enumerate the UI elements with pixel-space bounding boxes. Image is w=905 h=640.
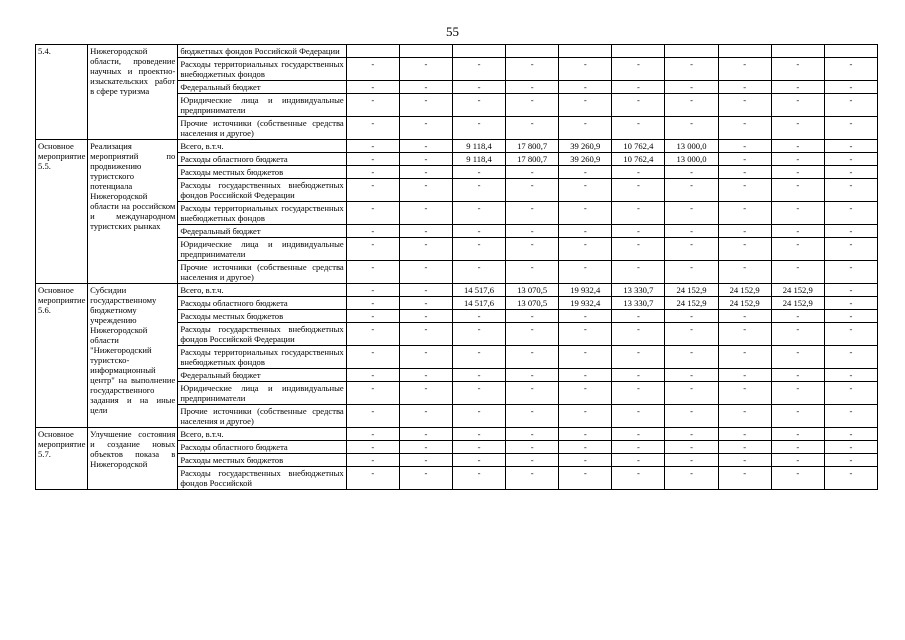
funding-value: -	[506, 405, 559, 428]
funding-value: -	[559, 58, 612, 81]
funding-value: -	[452, 94, 505, 117]
funding-value: -	[718, 153, 771, 166]
funding-value: -	[824, 117, 877, 140]
funding-source: Расходы местных бюджетов	[178, 310, 346, 323]
funding-source: Прочие источники (собственные средства населения и другое)	[178, 261, 346, 284]
funding-value: -	[399, 238, 452, 261]
funding-value: -	[559, 310, 612, 323]
funding-source: Расходы государственных внебюджетных фондов Российской Федерации	[178, 323, 346, 346]
funding-value: -	[399, 179, 452, 202]
funding-value: -	[665, 117, 718, 140]
funding-value: -	[665, 382, 718, 405]
funding-value: -	[771, 382, 824, 405]
funding-value: -	[665, 58, 718, 81]
funding-value: -	[824, 454, 877, 467]
funding-source: Юридические лица и индивидуальные предприниматели	[178, 382, 346, 405]
funding-value: -	[824, 238, 877, 261]
funding-value: -	[559, 454, 612, 467]
activity-name: Субсидии государственному бюджетному учреждению Нижегородской области "Нижегородский туристско-информационный центр" на выполнение государственного задания и на иные цели	[88, 284, 178, 428]
funding-value: -	[612, 94, 665, 117]
funding-value: -	[559, 238, 612, 261]
funding-value: -	[346, 297, 399, 310]
funding-value: -	[399, 441, 452, 454]
funding-value: -	[824, 297, 877, 310]
funding-value: -	[346, 140, 399, 153]
funding-value: -	[824, 310, 877, 323]
funding-value: -	[824, 467, 877, 490]
funding-value: -	[718, 261, 771, 284]
funding-value: -	[452, 405, 505, 428]
funding-value: 39 260,9	[559, 140, 612, 153]
funding-value: -	[399, 405, 452, 428]
funding-value: -	[559, 261, 612, 284]
funding-value: -	[452, 323, 505, 346]
funding-value: -	[771, 166, 824, 179]
funding-value	[718, 45, 771, 58]
funding-value: -	[346, 405, 399, 428]
table-body	[36, 45, 878, 490]
funding-value: 24 152,9	[771, 297, 824, 310]
funding-value: -	[452, 454, 505, 467]
funding-value: -	[452, 58, 505, 81]
funding-value: -	[665, 467, 718, 490]
funding-source: Всего, в.т.ч.	[178, 140, 346, 153]
funding-value: -	[559, 225, 612, 238]
funding-value: -	[612, 441, 665, 454]
funding-value: -	[771, 81, 824, 94]
funding-source: Расходы областного бюджета	[178, 153, 346, 166]
funding-value: -	[718, 428, 771, 441]
funding-source: Прочие источники (собственные средства населения и другое)	[178, 405, 346, 428]
funding-value: -	[824, 428, 877, 441]
funding-value: -	[612, 179, 665, 202]
funding-value	[559, 45, 612, 58]
funding-value: -	[771, 323, 824, 346]
funding-value: -	[559, 166, 612, 179]
funding-value: -	[506, 369, 559, 382]
funding-value: -	[506, 261, 559, 284]
funding-source: Расходы областного бюджета	[178, 297, 346, 310]
funding-value: -	[506, 94, 559, 117]
funding-source: Расходы территориальных государственных внебюджетных фондов	[178, 346, 346, 369]
funding-value: -	[506, 166, 559, 179]
funding-value: -	[346, 166, 399, 179]
funding-value: -	[346, 454, 399, 467]
funding-value: 14 517,6	[452, 297, 505, 310]
activity-code: Основное мероприятие 5.5.	[36, 140, 88, 284]
funding-value: -	[824, 153, 877, 166]
funding-value: -	[559, 405, 612, 428]
funding-source: Федеральный бюджет	[178, 369, 346, 382]
funding-value: -	[346, 310, 399, 323]
funding-value: -	[718, 202, 771, 225]
funding-value: -	[559, 467, 612, 490]
funding-value: -	[452, 346, 505, 369]
funding-value: -	[559, 202, 612, 225]
funding-value: -	[346, 238, 399, 261]
funding-source: бюджетных фондов Российской Федерации	[178, 45, 346, 58]
funding-value: -	[399, 166, 452, 179]
funding-value: -	[771, 467, 824, 490]
funding-value: -	[665, 405, 718, 428]
funding-value: -	[824, 140, 877, 153]
funding-value: -	[612, 117, 665, 140]
funding-value: -	[506, 346, 559, 369]
funding-value: -	[399, 225, 452, 238]
funding-value: -	[665, 202, 718, 225]
funding-value: 19 932,4	[559, 284, 612, 297]
funding-value: -	[612, 467, 665, 490]
funding-value: 13 070,5	[506, 284, 559, 297]
funding-value: -	[346, 284, 399, 297]
funding-value: -	[718, 238, 771, 261]
table-row	[36, 45, 878, 58]
funding-value: -	[665, 166, 718, 179]
funding-value: -	[771, 140, 824, 153]
funding-value: -	[718, 441, 771, 454]
funding-value: -	[506, 428, 559, 441]
funding-value: -	[665, 346, 718, 369]
funding-value: -	[452, 166, 505, 179]
funding-value: -	[399, 202, 452, 225]
funding-value: -	[612, 405, 665, 428]
funding-value: -	[506, 382, 559, 405]
funding-value: -	[399, 261, 452, 284]
funding-value: -	[718, 166, 771, 179]
funding-value: -	[346, 225, 399, 238]
funding-value: -	[718, 369, 771, 382]
funding-value: -	[346, 428, 399, 441]
funding-value: -	[771, 225, 824, 238]
funding-value: -	[506, 202, 559, 225]
funding-value: -	[718, 81, 771, 94]
funding-value: -	[346, 202, 399, 225]
funding-value: -	[346, 323, 399, 346]
funding-value: -	[824, 179, 877, 202]
funding-value: -	[506, 441, 559, 454]
funding-source: Расходы местных бюджетов	[178, 166, 346, 179]
funding-value: -	[824, 382, 877, 405]
funding-source: Расходы государственных внебюджетных фондов Российской Федерации	[178, 179, 346, 202]
funding-value: -	[399, 140, 452, 153]
funding-value: -	[771, 405, 824, 428]
funding-value: -	[824, 323, 877, 346]
funding-value: 14 517,6	[452, 284, 505, 297]
funding-value: -	[559, 382, 612, 405]
funding-value: -	[718, 467, 771, 490]
funding-value: -	[346, 467, 399, 490]
budget-table	[35, 44, 878, 490]
funding-value: -	[346, 382, 399, 405]
funding-value: -	[718, 225, 771, 238]
funding-value: 13 000,0	[665, 140, 718, 153]
funding-value: -	[612, 202, 665, 225]
funding-value: -	[771, 428, 824, 441]
funding-value: -	[399, 81, 452, 94]
activity-code: Основное мероприятие 5.7.	[36, 428, 88, 490]
funding-value: -	[559, 441, 612, 454]
funding-value: -	[346, 94, 399, 117]
funding-value: 24 152,9	[718, 297, 771, 310]
funding-value: -	[559, 428, 612, 441]
funding-value: -	[665, 323, 718, 346]
funding-value: -	[665, 441, 718, 454]
funding-value: -	[452, 428, 505, 441]
funding-value: 24 152,9	[665, 297, 718, 310]
funding-value: -	[665, 238, 718, 261]
funding-value: -	[506, 467, 559, 490]
funding-value: 13 000,0	[665, 153, 718, 166]
funding-source: Расходы государственных внебюджетных фондов Российской	[178, 467, 346, 490]
funding-value: -	[612, 428, 665, 441]
funding-value: -	[452, 382, 505, 405]
funding-source: Всего, в.т.ч.	[178, 428, 346, 441]
funding-value: -	[559, 117, 612, 140]
funding-value: 17 800,7	[506, 140, 559, 153]
table-row	[36, 284, 878, 297]
funding-value: -	[452, 441, 505, 454]
funding-source: Федеральный бюджет	[178, 81, 346, 94]
funding-value: -	[346, 117, 399, 140]
funding-value: -	[612, 261, 665, 284]
funding-value: -	[824, 284, 877, 297]
funding-value: -	[824, 441, 877, 454]
funding-value: -	[612, 310, 665, 323]
funding-value: -	[824, 346, 877, 369]
funding-value: -	[612, 58, 665, 81]
funding-value: 13 330,7	[612, 284, 665, 297]
funding-value: -	[665, 428, 718, 441]
activity-name: Нижегородской области, проведение научных и проектно-изыскательских работ в сфере туризма	[88, 45, 178, 140]
funding-value: -	[399, 58, 452, 81]
funding-value: -	[718, 117, 771, 140]
funding-value: -	[718, 382, 771, 405]
funding-value: -	[452, 117, 505, 140]
funding-value: -	[346, 153, 399, 166]
funding-value: -	[718, 94, 771, 117]
funding-value: -	[612, 346, 665, 369]
funding-source: Юридические лица и индивидуальные предприниматели	[178, 238, 346, 261]
funding-value: -	[824, 81, 877, 94]
funding-value: -	[452, 225, 505, 238]
funding-value: -	[612, 225, 665, 238]
funding-source: Прочие источники (собственные средства населения и другое)	[178, 117, 346, 140]
funding-value: -	[771, 94, 824, 117]
funding-value: -	[559, 369, 612, 382]
funding-value: -	[452, 202, 505, 225]
funding-value: -	[399, 346, 452, 369]
funding-value: 13 330,7	[612, 297, 665, 310]
funding-value: -	[559, 94, 612, 117]
funding-value: -	[506, 179, 559, 202]
funding-value: -	[506, 323, 559, 346]
funding-value	[346, 45, 399, 58]
funding-value: 13 070,5	[506, 297, 559, 310]
funding-value	[452, 45, 505, 58]
table-row	[36, 140, 878, 153]
funding-value: 24 152,9	[718, 284, 771, 297]
funding-value: -	[399, 94, 452, 117]
funding-value: -	[452, 179, 505, 202]
funding-value: -	[665, 179, 718, 202]
funding-source: Всего, в.т.ч.	[178, 284, 346, 297]
funding-value: 9 118,4	[452, 140, 505, 153]
funding-value: 10 762,4	[612, 153, 665, 166]
funding-value: -	[452, 81, 505, 94]
activity-name: Улучшение состояния и создание новых объектов показа в Нижегородской	[88, 428, 178, 490]
funding-value: -	[612, 382, 665, 405]
funding-value: -	[346, 346, 399, 369]
funding-value: -	[506, 117, 559, 140]
funding-value	[665, 45, 718, 58]
funding-value: -	[506, 454, 559, 467]
funding-value: -	[612, 323, 665, 346]
funding-value: -	[452, 467, 505, 490]
funding-source: Федеральный бюджет	[178, 225, 346, 238]
page-number: 55	[446, 24, 459, 39]
activity-code: Основное мероприятие 5.6.	[36, 284, 88, 428]
funding-value: -	[771, 441, 824, 454]
funding-value: -	[665, 454, 718, 467]
funding-value: -	[665, 94, 718, 117]
funding-value: -	[506, 225, 559, 238]
funding-value: -	[824, 405, 877, 428]
activity-code: 5.4.	[36, 45, 88, 140]
funding-value	[824, 45, 877, 58]
funding-value: -	[399, 454, 452, 467]
funding-value: -	[399, 467, 452, 490]
funding-source: Расходы территориальных государственных внебюджетных фондов	[178, 202, 346, 225]
funding-value: 9 118,4	[452, 153, 505, 166]
funding-source: Расходы территориальных государственных внебюджетных фондов	[178, 58, 346, 81]
funding-value: -	[771, 202, 824, 225]
funding-value: -	[718, 58, 771, 81]
funding-value: 19 932,4	[559, 297, 612, 310]
funding-value: -	[559, 179, 612, 202]
funding-source: Юридические лица и индивидуальные предприниматели	[178, 94, 346, 117]
funding-value: -	[771, 117, 824, 140]
funding-value: -	[506, 310, 559, 323]
funding-value: -	[612, 454, 665, 467]
funding-value: -	[399, 117, 452, 140]
funding-value: 24 152,9	[771, 284, 824, 297]
funding-value: -	[346, 179, 399, 202]
funding-value: -	[612, 166, 665, 179]
funding-value: -	[665, 369, 718, 382]
funding-value: -	[399, 428, 452, 441]
funding-value: -	[771, 153, 824, 166]
funding-value: -	[718, 405, 771, 428]
funding-value: -	[399, 369, 452, 382]
activity-name: Реализация мероприятий по продвижению туристского потенциала Нижегородской области на российском и международном туристских рынках	[88, 140, 178, 284]
funding-value: -	[506, 238, 559, 261]
funding-value: -	[399, 297, 452, 310]
funding-source: Расходы местных бюджетов	[178, 454, 346, 467]
funding-value	[399, 45, 452, 58]
funding-value: -	[824, 225, 877, 238]
funding-value: -	[559, 346, 612, 369]
funding-value: -	[346, 261, 399, 284]
funding-value: -	[771, 454, 824, 467]
funding-value: -	[771, 179, 824, 202]
table-row	[36, 428, 878, 441]
funding-value: -	[824, 369, 877, 382]
funding-value: -	[718, 140, 771, 153]
funding-value: -	[452, 310, 505, 323]
funding-value: -	[718, 310, 771, 323]
funding-value: -	[718, 454, 771, 467]
funding-value: -	[506, 58, 559, 81]
funding-value: -	[612, 369, 665, 382]
funding-value: -	[399, 153, 452, 166]
funding-value: -	[559, 81, 612, 94]
funding-value: -	[346, 369, 399, 382]
funding-value: -	[771, 369, 824, 382]
funding-value: -	[718, 179, 771, 202]
funding-value: -	[506, 81, 559, 94]
funding-value: -	[824, 202, 877, 225]
funding-value: -	[399, 323, 452, 346]
funding-value: -	[452, 238, 505, 261]
funding-value: 17 800,7	[506, 153, 559, 166]
funding-value: -	[771, 238, 824, 261]
funding-value: -	[399, 382, 452, 405]
funding-value: -	[771, 346, 824, 369]
funding-value	[771, 45, 824, 58]
funding-value: -	[612, 238, 665, 261]
funding-value: -	[665, 225, 718, 238]
funding-value: -	[824, 58, 877, 81]
funding-value: -	[824, 94, 877, 117]
funding-value: -	[771, 58, 824, 81]
funding-value: 24 152,9	[665, 284, 718, 297]
funding-value: -	[665, 81, 718, 94]
funding-value: -	[718, 323, 771, 346]
funding-value: -	[771, 310, 824, 323]
funding-value: -	[612, 81, 665, 94]
funding-value: -	[665, 261, 718, 284]
funding-value: 10 762,4	[612, 140, 665, 153]
funding-value: -	[824, 261, 877, 284]
funding-value: -	[346, 441, 399, 454]
funding-value	[506, 45, 559, 58]
funding-value	[612, 45, 665, 58]
funding-value: 39 260,9	[559, 153, 612, 166]
funding-value: -	[718, 346, 771, 369]
funding-value: -	[665, 310, 718, 323]
funding-value: -	[824, 166, 877, 179]
funding-value: -	[452, 261, 505, 284]
funding-source: Расходы областного бюджета	[178, 441, 346, 454]
funding-value: -	[399, 310, 452, 323]
funding-value: -	[452, 369, 505, 382]
funding-value: -	[559, 323, 612, 346]
funding-value: -	[771, 261, 824, 284]
funding-value: -	[346, 81, 399, 94]
funding-value: -	[346, 58, 399, 81]
funding-value: -	[399, 284, 452, 297]
